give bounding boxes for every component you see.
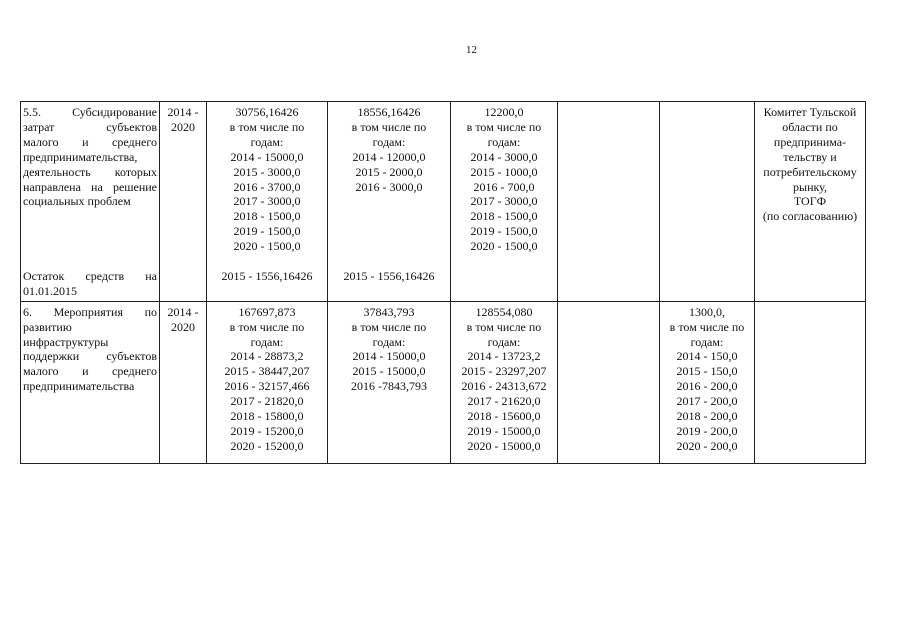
funding-line: годам: (372, 134, 406, 149)
funding-line: 2020 - 1500,0 (470, 239, 538, 254)
funding-line: 37843,793 (363, 304, 415, 319)
years-line: 2020 (171, 119, 195, 134)
funding-line: 2017 - 200,0 (676, 394, 738, 409)
funding-line: в том числе по (229, 119, 305, 134)
total-funding-cell (207, 102, 328, 302)
executor-cell (755, 301, 866, 463)
executor-line: Комитет Тульской (763, 105, 857, 119)
activity-name-line: направлена на решение (23, 179, 157, 194)
funding-line: 167697,873 (238, 304, 296, 319)
funding-line: 30756,16426 (235, 105, 299, 119)
funding-line: 2018 - 1500,0 (470, 209, 538, 224)
executor-line: области по (782, 119, 838, 134)
federal-funding-cell (328, 301, 451, 463)
funding-line: годам: (250, 134, 284, 149)
activity-name-line: малого и среднего (23, 364, 157, 379)
funding-line: 2020 - 1500,0 (233, 239, 301, 254)
funding-line: 2014 - 3000,0 (470, 149, 538, 164)
funding-line: 2015 - 1000,0 (470, 164, 538, 179)
funding-line: 2016 - 200,0 (676, 379, 738, 394)
funding-line: 2016 - 32157,466 (224, 379, 310, 394)
funding-line: 2015 - 2000,0 (355, 164, 423, 179)
funding-line: 2017 - 21820,0 (230, 394, 304, 409)
activity-name-line: 6. Мероприятия по (23, 304, 157, 319)
funding-line: в том числе по (351, 119, 427, 134)
years-cell (160, 102, 207, 302)
federal-funding-cell (328, 102, 451, 302)
funding-line: 128554,080 (475, 304, 533, 319)
activity-name-line: развитию (23, 319, 72, 334)
activity-name-cell (21, 102, 160, 302)
funding-line: 2018 - 1500,0 (233, 209, 301, 224)
total-funding-cell (207, 301, 328, 463)
funding-line: 2017 - 3000,0 (470, 194, 538, 209)
funding-line: 12200,0 (484, 105, 524, 119)
funding-line: в том числе по (466, 119, 542, 134)
program-activities-table (20, 101, 866, 464)
municipal-funding-cell (558, 301, 660, 463)
funding-line: 18556,16426 (357, 105, 421, 119)
funding-line: в том числе по (669, 319, 745, 334)
funding-line: 2014 - 12000,0 (352, 149, 426, 164)
funding-line: в том числе по (351, 319, 427, 334)
executor-line: потребительскому (763, 164, 857, 179)
years-line: 2014 - (167, 105, 199, 119)
remainder-value: 2015 - 1556,16426 (343, 268, 435, 283)
funding-line: 2017 - 21620,0 (467, 394, 541, 409)
executor-line: (по согласованию) (762, 209, 858, 224)
activity-name-line: затрат субъектов (23, 119, 157, 134)
funding-line: 2015 - 38447,207 (224, 364, 310, 379)
funding-line: 2016 -7843,793 (351, 379, 427, 394)
funding-line: годам: (487, 334, 521, 349)
executor-cell (755, 102, 866, 302)
funding-line: 2019 - 200,0 (676, 423, 738, 438)
activity-name-line: деятельность которых (23, 164, 157, 179)
funding-line: 2014 - 15000,0 (352, 349, 426, 364)
funding-line: 2014 - 13723,2 (467, 349, 541, 364)
years-line: 2020 (171, 319, 195, 334)
remainder-label-line: 01.01.2015 (23, 283, 77, 298)
funding-line: 2020 - 15200,0 (230, 438, 304, 453)
funding-line: 2015 - 15000,0 (352, 364, 426, 379)
activity-name-line: социальных проблем (23, 194, 131, 209)
extrabudgetary-funding-cell (660, 102, 755, 302)
activity-name-line: предпринимательства (23, 379, 135, 394)
funding-line: 2015 - 150,0 (676, 364, 738, 379)
funding-line: годам: (372, 334, 406, 349)
funding-line: 2020 - 15000,0 (467, 438, 541, 453)
funding-line: 2019 - 1500,0 (470, 224, 538, 239)
funding-line: 2018 - 15800,0 (230, 409, 304, 424)
years-cell (160, 301, 207, 463)
extrabudgetary-funding-cell (660, 301, 755, 463)
funding-line: 2016 - 3000,0 (355, 179, 423, 194)
municipal-funding-cell (558, 102, 660, 302)
funding-line: 2019 - 15000,0 (467, 423, 541, 438)
remainder-value: 2015 - 1556,16426 (221, 268, 313, 283)
executor-line: тельству и (783, 149, 837, 164)
regional-funding-cell (451, 102, 558, 302)
years-line: 2014 - (167, 304, 199, 319)
funding-line: 2015 - 3000,0 (233, 164, 301, 179)
funding-line: 2016 - 700,0 (473, 179, 535, 194)
table-row (21, 301, 866, 463)
funding-line: 2014 - 15000,0 (230, 149, 304, 164)
activity-name-line: инфраструктуры (23, 334, 109, 349)
regional-funding-cell (451, 301, 558, 463)
funding-line: 1300,0, (689, 304, 725, 319)
funding-line: 2018 - 15600,0 (467, 409, 541, 424)
activity-name-line: предпринимательства, (23, 149, 138, 164)
funding-line: 2020 - 200,0 (676, 438, 738, 453)
funding-line: 2014 - 150,0 (676, 349, 738, 364)
executor-line: рынку, (793, 179, 827, 194)
funding-line: 2019 - 1500,0 (233, 224, 301, 239)
activity-name-line: 5.5. Субсидирование (23, 105, 157, 119)
executor-line: предпринима- (773, 134, 847, 149)
funding-line: 2018 - 200,0 (676, 409, 738, 424)
activity-name-cell (21, 301, 160, 463)
funding-line: 2017 - 3000,0 (233, 194, 301, 209)
funding-line: годам: (690, 334, 724, 349)
funding-line: годам: (250, 334, 284, 349)
remainder-label-line: Остаток средств на (23, 268, 157, 283)
executor-line: ТОГФ (793, 194, 827, 209)
funding-line: в том числе по (229, 319, 305, 334)
funding-line: в том числе по (466, 319, 542, 334)
funding-line: 2015 - 23297,207 (461, 364, 547, 379)
table-row (21, 102, 866, 302)
activity-name-line: поддержки субъектов (23, 349, 157, 364)
funding-line: годам: (487, 134, 521, 149)
funding-line: 2019 - 15200,0 (230, 423, 304, 438)
funding-line: 2014 - 28873,2 (230, 349, 304, 364)
funding-line: 2016 - 24313,672 (461, 379, 547, 394)
page-number: 12 (466, 44, 477, 56)
funding-line: 2016 - 3700,0 (233, 179, 301, 194)
activity-name-line: малого и среднего (23, 134, 157, 149)
